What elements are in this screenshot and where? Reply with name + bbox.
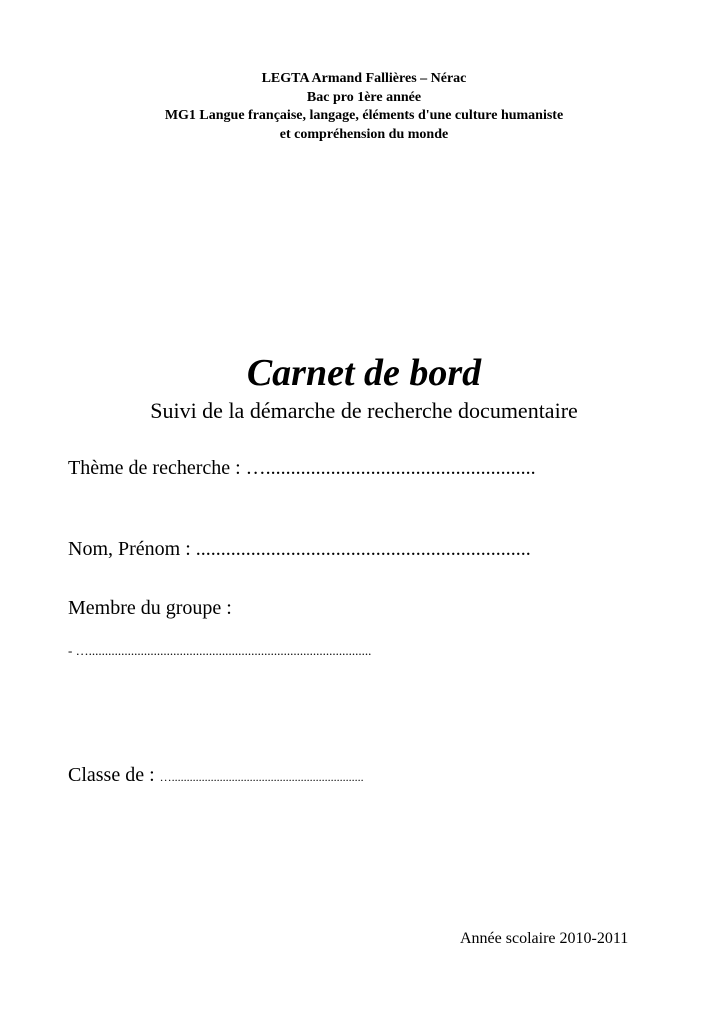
research-theme-field: Thème de recherche : …...................................................... (68, 457, 536, 479)
class-fill-dots: …................................................................ (159, 770, 364, 784)
class-field (68, 762, 364, 790)
class-level: Bac pro 1ère année (306, 89, 422, 105)
group-members-label: Membre du groupe : (68, 597, 232, 619)
school-year: Année scolaire 2010-2011 (460, 930, 629, 947)
document-header (0, 70, 728, 144)
class-label: Classe de : (68, 764, 160, 786)
name-field: Nom, Prénom : ................................................................... (68, 538, 531, 560)
group-member-line: - …....................................................................................... (68, 643, 372, 658)
module-title: MG1 Langue française, langage, éléments d'une culture humaniste (164, 108, 564, 123)
school-name: LEGTA Armand Fallières – Nérac (261, 71, 467, 86)
document-subtitle: Suivi de la démarche de recherche documentaire (150, 398, 578, 423)
document-title: Carnet de bord (246, 352, 482, 394)
module-title-continued: et compréhension du monde (279, 126, 449, 142)
